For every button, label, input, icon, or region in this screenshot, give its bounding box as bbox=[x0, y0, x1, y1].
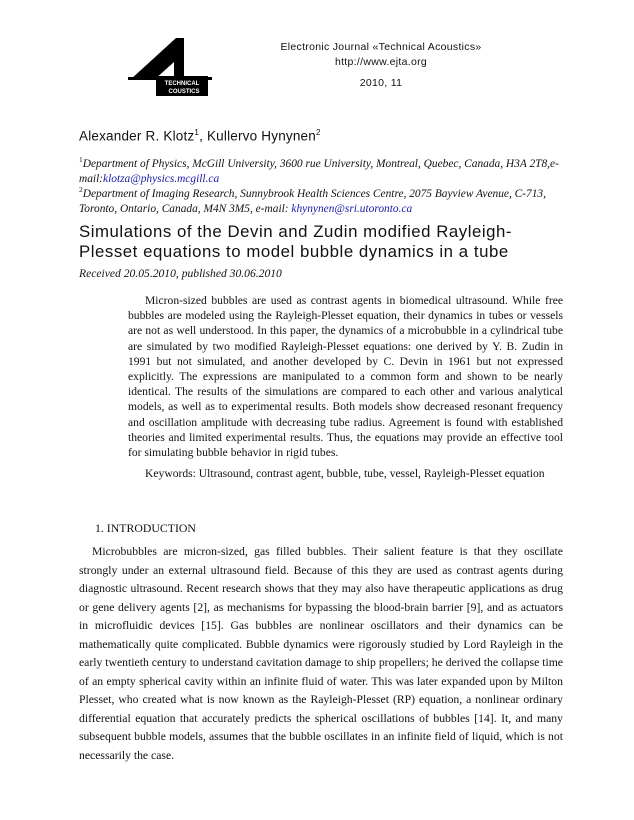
journal-name: Electronic Journal «Technical Acoustics» bbox=[280, 41, 482, 53]
journal-url[interactable]: http://www.ejta.org bbox=[334, 56, 428, 68]
affiliation-text: Department of Imaging Research, Sunnybrook Health Sciences Centre, 2075 Bayview Avenue, C-713, Toronto, Ontario, Canada, M4N 3M5, e-mail: bbox=[79, 187, 546, 215]
journal-year: 2010, 11 bbox=[359, 77, 403, 89]
affiliation-mark: 1 bbox=[79, 155, 83, 164]
author-affiliation-mark: 1 bbox=[194, 128, 200, 137]
email-link[interactable]: khynynen@sri.utoronto.ca bbox=[291, 202, 413, 215]
section-heading: 1. INTRODUCTION bbox=[95, 521, 196, 535]
abstract: Micron-sized bubbles are used as contrast agents in biomedical ultrasound. While free bubbles are modeled using the Rayleigh-Plesset equation, their dynamics in tubes or vessels are not as well understood. In this paper, the dynamics of a microbubble in a cylindrical tube are simulated by two modified Rayleigh-Plesset equations: one derived by Y. B. Zudin in 1991 but not simulated, and another developed by C. Devin in 1961 but not expressed explicitly. The expressions are manipulated to a common form and shown to be nearly identical. The results of the simulations are compared to each other and various analytical models, as well as to experimental results. Both models show decreased resonant frequency and oscillation amplitude with decreasing tube radius. Agreement is found with established theories and limited experimental results. Thus, the equations may provide an effective tool for simulating bubble behavior in rigid tubes. bbox=[128, 294, 563, 460]
keywords: Keywords: Ultrasound, contrast agent, bubble, tube, vessel, Rayleigh-Plesset equation bbox=[145, 467, 545, 480]
affiliation-2 bbox=[79, 182, 569, 217]
logo-text-line2: COUSTICS bbox=[168, 89, 200, 95]
author-name: Kullervo Hynynen bbox=[206, 128, 316, 144]
author-name: Alexander R. Klotz bbox=[79, 128, 195, 144]
affiliation-text: Department of Physics, McGill University, 3600 rue University, Montreal, Quebec, Canada, H3A 2T8,e-mail: bbox=[79, 157, 559, 185]
paper-title: Simulations of the Devin and Zudin modified Rayleigh-Plesset equations to model bubble dynamics in a tube bbox=[79, 222, 513, 261]
received-date: Received 20.05.2010, published 30.06.2010 bbox=[79, 267, 282, 280]
email-link[interactable]: klotza@physics.mcgill.ca bbox=[103, 172, 220, 185]
logo-text-line1: TECHNICAL bbox=[164, 81, 200, 87]
introduction-paragraph: Microbubbles are micron-sized, gas filled bubbles. Their salient feature is that they oscillate strongly under an external ultrasound field. Because of this they are used as contrast agents during diagnostic ultrasound. Recent research shows that they may also have therapeutic applications as drug or gene delivery agents [2], as mechanisms for bypassing the blood-brain barrier [9], and as actuators in microfluidic devices [15]. Gas bubbles are nonlinear oscillators and their dynamics can be mathematically quite complicated. Bubble dynamics were rigorously studied by Lord Rayleigh in the early twentieth century to understand cavitation damage to ship propellers; he derived the collapse time of an empty spherical cavity within an infinite fluid of water. This was later expanded upon by Milton Plesset, who created what is now known as the Rayleigh-Plesset (RP) equation, a nonlinear ordinary differential equation that accurately predicts the spherical oscillations of bubbles [14]. It, and many subsequent bubble models, assumes that the bubble oscillates in an infinite field of liquid, which is not necessarily the case. bbox=[79, 545, 563, 762]
journal-logo bbox=[126, 36, 214, 98]
author-affiliation-mark: 2 bbox=[315, 128, 321, 137]
journal-header bbox=[230, 40, 532, 91]
author-separator: , bbox=[199, 128, 207, 144]
author-list bbox=[79, 128, 321, 144]
affiliation-mark: 2 bbox=[79, 185, 83, 194]
